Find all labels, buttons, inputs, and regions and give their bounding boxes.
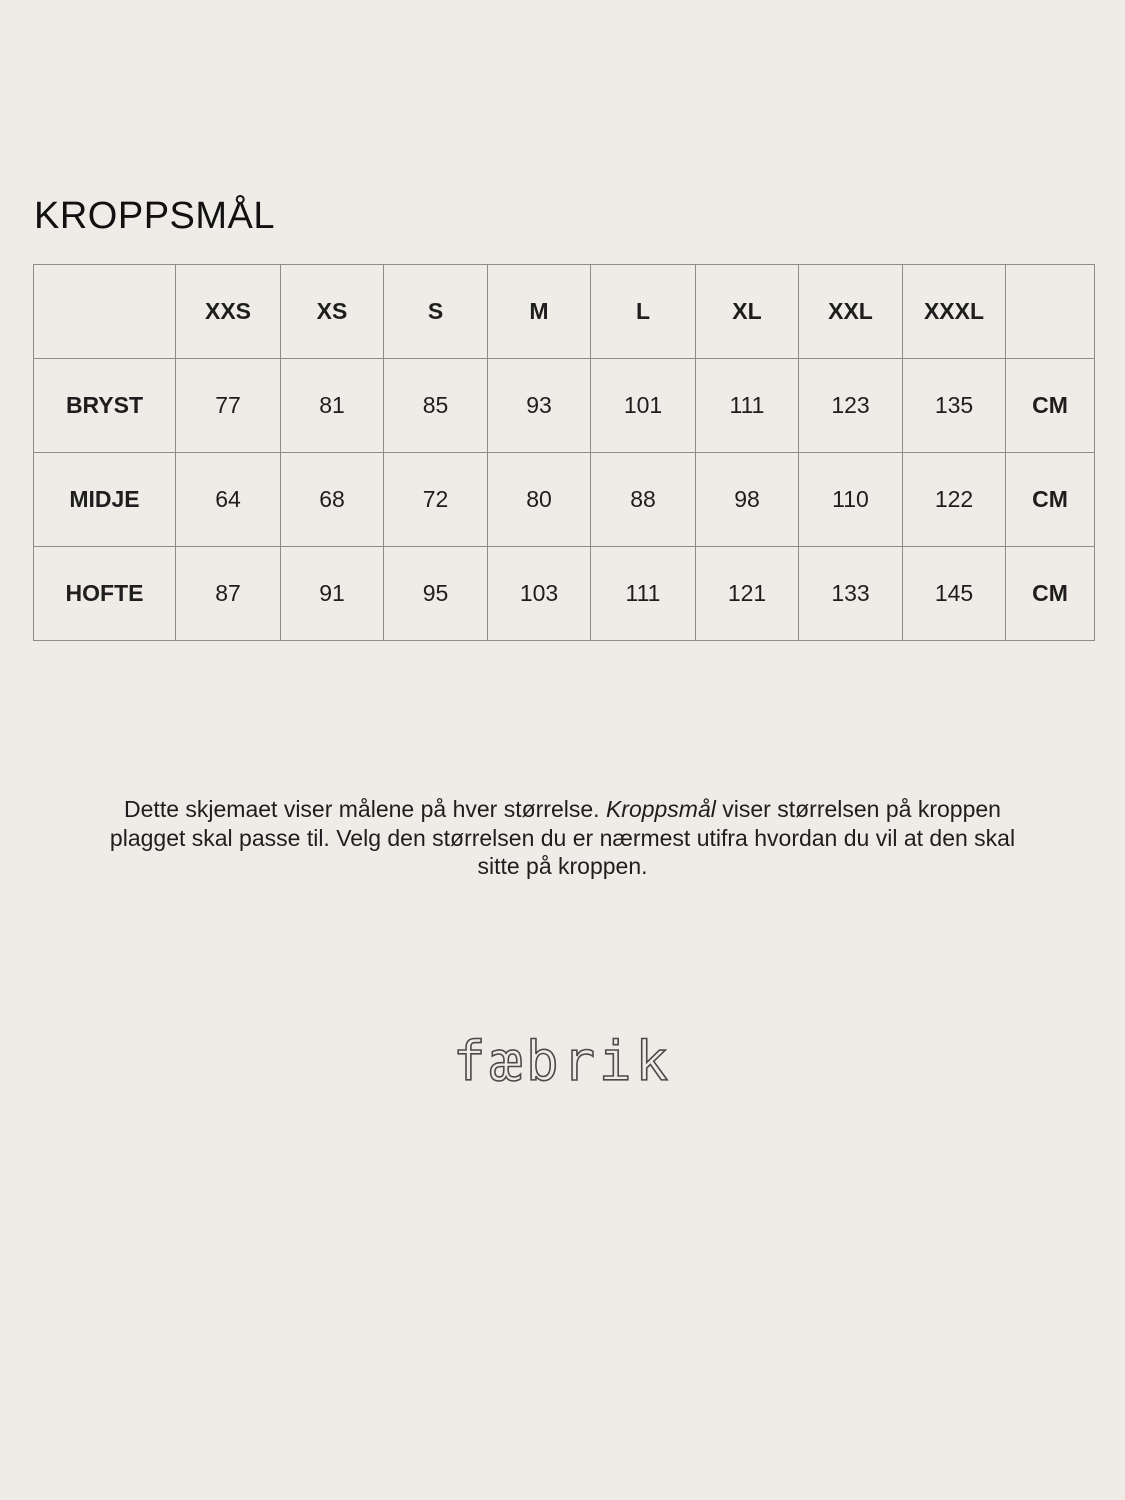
measurement-cell: 103 bbox=[488, 547, 591, 641]
brand-logo bbox=[445, 1028, 680, 1092]
measurement-cell: 91 bbox=[281, 547, 384, 641]
row-label: BRYST bbox=[34, 359, 176, 453]
logo-wordmark: fæbrik bbox=[452, 1030, 673, 1092]
measurement-cell: 93 bbox=[488, 359, 591, 453]
unit-cell: CM bbox=[1006, 453, 1095, 547]
header-cell-size: S bbox=[384, 265, 488, 359]
header-cell-size: XXS bbox=[176, 265, 281, 359]
page-title: KROPPSMÅL bbox=[34, 195, 276, 237]
measurement-cell: 145 bbox=[903, 547, 1006, 641]
header-cell-size: XS bbox=[281, 265, 384, 359]
description-emphasis: Kroppsmål bbox=[605, 796, 716, 822]
unit-cell: CM bbox=[1006, 547, 1095, 641]
header-cell-size: XXXL bbox=[903, 265, 1006, 359]
size-chart-table bbox=[33, 264, 1095, 641]
measurement-cell: 87 bbox=[176, 547, 281, 641]
header-cell-size: M bbox=[488, 265, 591, 359]
header-cell-size: XL bbox=[696, 265, 799, 359]
header-cell-size: L bbox=[591, 265, 696, 359]
measurement-cell: 98 bbox=[696, 453, 799, 547]
measurement-cell: 121 bbox=[696, 547, 799, 641]
table-row bbox=[34, 453, 1095, 547]
measurement-cell: 123 bbox=[799, 359, 903, 453]
row-label: MIDJE bbox=[34, 453, 176, 547]
table-row bbox=[34, 359, 1095, 453]
measurement-cell: 80 bbox=[488, 453, 591, 547]
row-label: HOFTE bbox=[34, 547, 176, 641]
measurement-cell: 110 bbox=[799, 453, 903, 547]
header-cell-empty bbox=[34, 265, 176, 359]
measurement-cell: 88 bbox=[591, 453, 696, 547]
measurement-cell: 64 bbox=[176, 453, 281, 547]
measurement-cell: 101 bbox=[591, 359, 696, 453]
measurement-cell: 135 bbox=[903, 359, 1006, 453]
size-chart-description bbox=[100, 795, 1025, 881]
header-cell-size: XXL bbox=[799, 265, 903, 359]
measurement-cell: 77 bbox=[176, 359, 281, 453]
header-cell-empty bbox=[1006, 265, 1095, 359]
measurement-cell: 111 bbox=[591, 547, 696, 641]
measurement-cell: 81 bbox=[281, 359, 384, 453]
measurement-cell: 85 bbox=[384, 359, 488, 453]
measurement-cell: 111 bbox=[696, 359, 799, 453]
measurement-cell: 72 bbox=[384, 453, 488, 547]
unit-cell: CM bbox=[1006, 359, 1095, 453]
table-row bbox=[34, 547, 1095, 641]
description-text: viser størrelsen på kroppen plagget skal passe til. Velg den størrelsen du er nærmest utifra hvordan du vil at den skal sitte på kroppen. bbox=[109, 796, 1016, 879]
table-header-row bbox=[34, 265, 1095, 359]
measurement-cell: 68 bbox=[281, 453, 384, 547]
measurement-cell: 133 bbox=[799, 547, 903, 641]
measurement-cell: 95 bbox=[384, 547, 488, 641]
description-text: Dette skjemaet viser målene på hver størrelse. bbox=[124, 796, 606, 822]
measurement-cell: 122 bbox=[903, 453, 1006, 547]
